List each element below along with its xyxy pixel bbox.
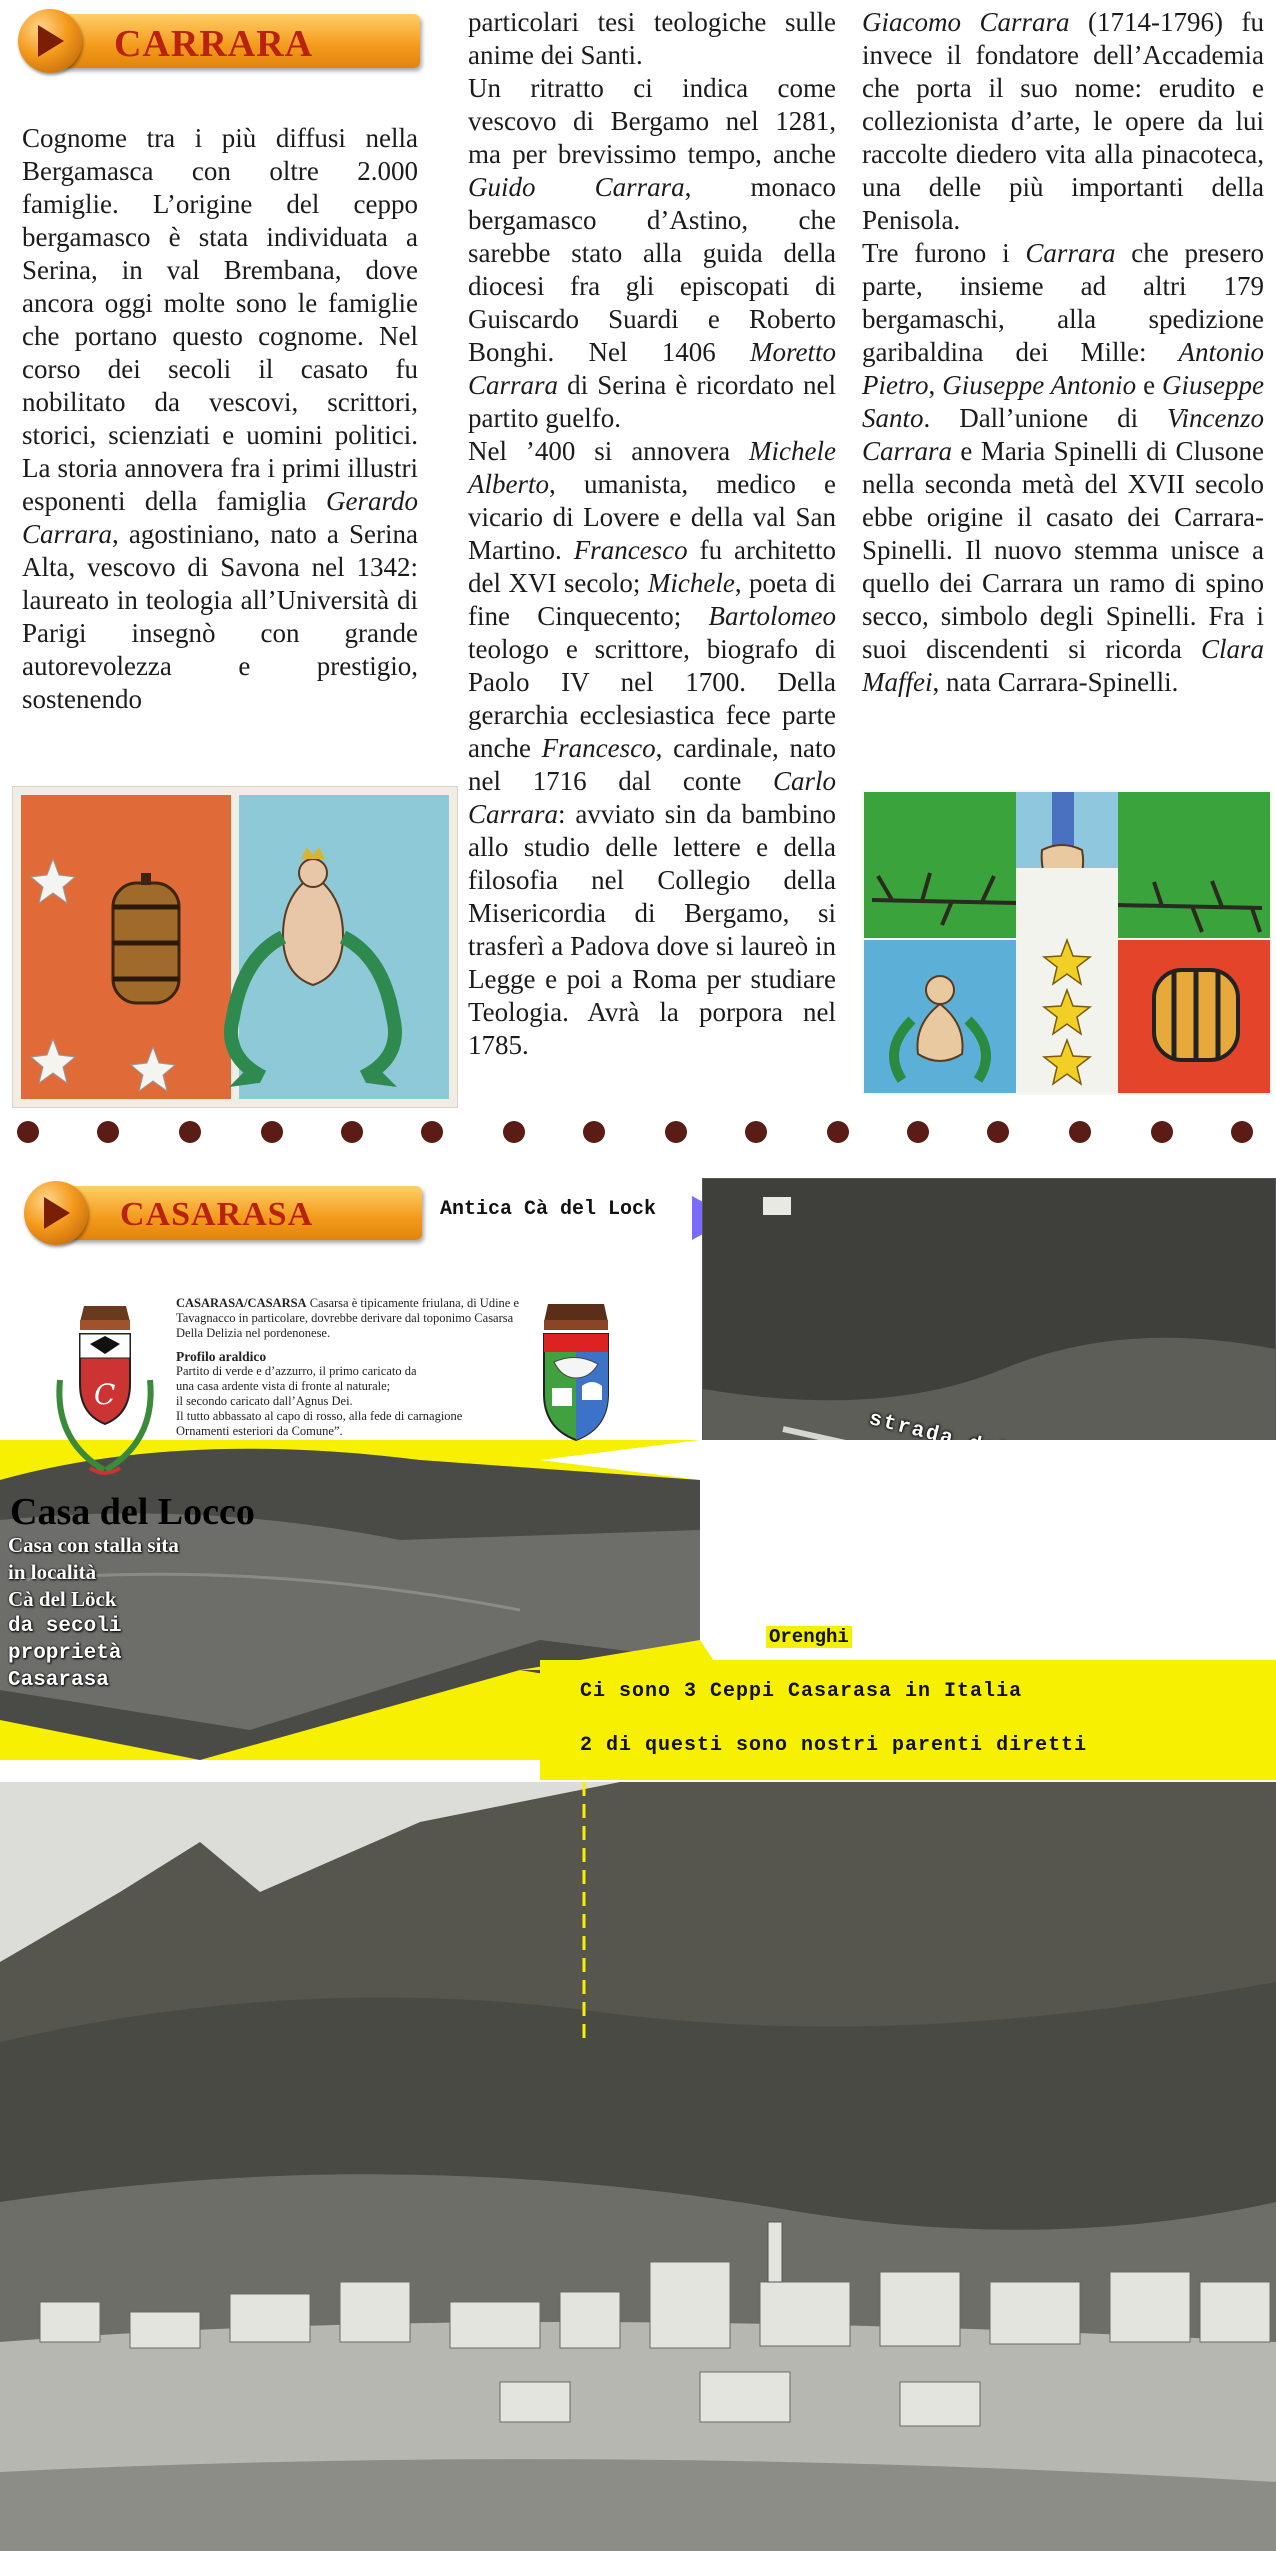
dotted-separator xyxy=(0,1118,1276,1146)
text-span: Carrara xyxy=(1025,238,1116,268)
text-span: , poeta di fine Cinquecento; xyxy=(468,568,836,631)
description-line: da secoli xyxy=(8,1615,122,1638)
antica-ca-del-lock-label: Antica Cà del Lock xyxy=(440,1198,657,1221)
valley-panorama-photo xyxy=(0,1782,1276,2551)
text-span: di Serina è ricordato nel partito guelfo. xyxy=(468,370,836,433)
carrara-coat-of-arms-1 xyxy=(12,786,458,1108)
text-span: Vincenzo Carrara xyxy=(862,403,1264,466)
paragraph: particolari tesi teologiche sulle anime dei Santi. xyxy=(468,7,836,70)
text-span: Carlo Carrara xyxy=(468,766,836,829)
carrara-column-1 xyxy=(22,122,418,716)
description-line: Casarasa xyxy=(8,1669,109,1692)
casa-del-locco-description xyxy=(8,1532,179,1694)
text-span: , umanista, medico e vicario di Lovere e della val San Martino. xyxy=(468,469,836,565)
text-span: : avviato sin da bambino allo studio delle lettere e della filosofia nel Collegio della Misericordia di Bergamo, si trasferì a Padova dove si laureò in Legge e poi a Roma per studiare Teologia. Avrà la porpora nel 1785. xyxy=(468,799,836,1060)
ceppi-line-1: Ci sono 3 Ceppi Casarasa in Italia xyxy=(580,1680,1023,1703)
star-icon xyxy=(1044,940,1090,1084)
text-span: Michele Alberto xyxy=(468,436,836,499)
text-span: (1714-1796) fu invece il fondatore dell’Accademia che porta il suo nome: erudito e collezionista d’arte, le opere da lui raccolte diedero vita alla pinacoteca, una delle più importanti della Penisola. xyxy=(862,7,1265,235)
svg-text:C: C xyxy=(94,1378,116,1411)
carrara-column-3 xyxy=(862,6,1264,699)
profilo-line: una casa ardente vista di fronte al naturale; xyxy=(176,1379,391,1393)
casarasa-crest-left xyxy=(50,1300,160,1495)
casarasa-info-block xyxy=(176,1296,536,1439)
description-line: in località xyxy=(8,1560,97,1584)
description-line: Cà del Löck xyxy=(8,1587,117,1611)
text-span: Gerardo Carrara xyxy=(22,486,418,549)
arrow-ball-icon xyxy=(18,9,82,73)
text-span: . Dall’unione di xyxy=(923,403,1168,433)
text-span: , cardinale, nato nel 1716 dal conte xyxy=(468,733,836,796)
profilo-line: Il tutto abbassato al capo di rosso, alla fede di carnagione xyxy=(176,1409,463,1423)
text-span: , agostiniano, nato a Serina Alta, vescovo di Savona nel 1342: laureato in teologia all’Università di Parigi insegnò con grande autorevolezza e prestigio, sostenendo xyxy=(22,519,418,714)
text-span: , monaco bergamasco d’Astino, che sarebbe stato alla guida della diocesi fra gli episcopati di Guiscardo Suardi e Roberto Bonghi. Nel 1406 xyxy=(468,172,836,367)
carrara-banner xyxy=(22,14,420,68)
carrara-title: CARRARA xyxy=(114,23,314,65)
text-span: Cognome tra i più diffusi nella Bergamasca con oltre 2.000 famiglie. L’origine del ceppo bergamasco è stata individuata a Serina, in val Brembana, dove ancora oggi molte sono le famiglie che portano questo cognome. Nel corso dei secoli il casato fu nobilitato da vescovi, scrittori, storici, scienziati e uomini politici. La storia annovera fra i primi illustri esponenti della famiglia xyxy=(22,123,418,516)
text-span: Giuseppe Antonio xyxy=(942,370,1137,400)
arrow-ball-icon xyxy=(24,1181,88,1245)
profilo-araldico-title: Profilo araldico xyxy=(176,1349,267,1364)
orenghi-label: Orenghi xyxy=(766,1626,852,1648)
text-span: Moretto Carrara xyxy=(468,337,836,400)
carrara-spinelli-coat-of-arms xyxy=(862,790,1272,1095)
text-span: Bartolomeo xyxy=(708,601,836,631)
profilo-line: Partito di verde e d’azzurro, il primo caricato da xyxy=(176,1364,417,1378)
text-span: Clara Maffei xyxy=(862,634,1264,697)
photo-wedge xyxy=(520,1640,720,1670)
text-span: Giuseppe Santo xyxy=(862,370,1265,433)
ceppi-line-2: 2 di questi sono nostri parenti diretti xyxy=(580,1734,1088,1757)
text-span: Michele xyxy=(647,568,735,598)
text-span: Francesco xyxy=(573,535,688,565)
text-span: che presero parte, insieme ad altri 179 bergamaschi, alla spedizione garibaldina dei Mille: xyxy=(862,238,1264,367)
carrara-column-2 xyxy=(468,6,836,1062)
text-span: Antonio Pietro xyxy=(862,337,1264,400)
text-span: Guido Carrara xyxy=(468,172,685,202)
text-span: Un ritratto ci indica come vescovo di Bergamo nel 1281, ma per brevissimo tempo, anche xyxy=(468,73,836,169)
casarasa-banner xyxy=(28,1186,422,1240)
casa-del-locco-title: Casa del Locco xyxy=(10,1491,255,1533)
text-span: Francesco xyxy=(541,733,656,763)
description-line: proprietà xyxy=(8,1642,122,1665)
casarasa-title: CASARASA xyxy=(120,1196,314,1233)
text-span: , xyxy=(928,370,943,400)
barrel-icon xyxy=(1154,970,1238,1060)
text-span: fu architetto del XVI secolo; xyxy=(468,535,836,598)
highlight-band xyxy=(540,1660,1276,1780)
text-span: teologo e scrittore, biografo di Paolo IV nel 1700. Della gerarchia ecclesiastica fece parte anche xyxy=(468,634,836,763)
text-span: Nel ’400 si annovera xyxy=(468,436,750,466)
profilo-line: il secondo caricato dall’Agnus Dei. xyxy=(176,1394,353,1408)
info-text: Casarsa è tipicamente friulana, di Udine e Tavagnacco in particolare, dovrebbe derivare dal toponimo Casarsa Della Delizia nel pordenonese. xyxy=(176,1296,520,1340)
description-line: Casa con stalla sita xyxy=(8,1533,179,1557)
text-span: Giacomo Carrara xyxy=(862,7,1070,37)
text-span: Tre furono i xyxy=(862,238,1026,268)
text-span: e Maria Spinelli di Clusone nella seconda metà del XVII secolo ebbe origine il casato dei Carrara-Spinelli. Il nuovo stemma unisce a quello dei Carrara un ramo di spino secco, simbolo degli Spinelli. Fra i suoi discendenti si ricorda xyxy=(862,436,1264,664)
text-span: , nata Carrara-Spinelli. xyxy=(932,667,1179,697)
casarasa-crest-right xyxy=(534,1298,618,1463)
barrel-icon xyxy=(113,873,179,1003)
text-span: e xyxy=(1136,370,1163,400)
profilo-line: Ornamenti esteriori da Comune”. xyxy=(176,1424,343,1438)
info-heading: CASARASA/CASARSA xyxy=(176,1296,307,1310)
